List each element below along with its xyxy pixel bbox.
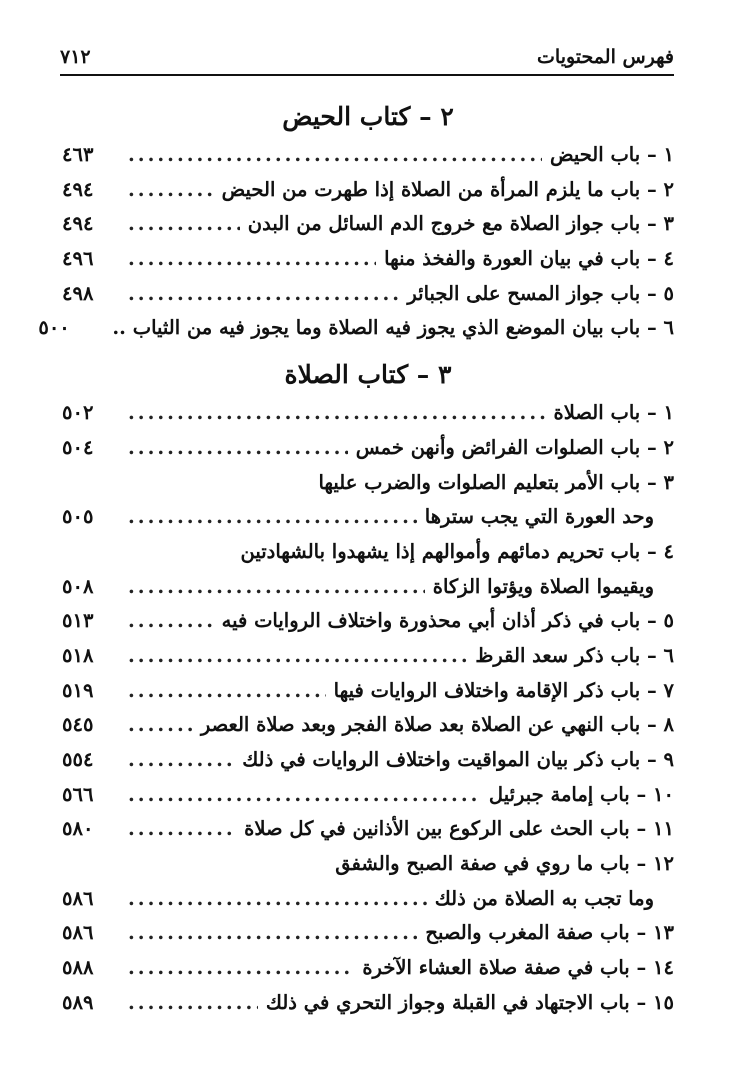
toc-entry-page: ٤٩٤ [62,177,94,201]
dot-leader [128,778,481,813]
toc-entry-title: ٤ – باب تحريم دمائهم وأموالهم إذا يشهدوا بالشهادتين [240,539,674,563]
toc-entry-page: ٤٩٤ [62,212,94,236]
dot-leader [128,986,258,1021]
toc-entry-title: ٥ – باب جواز المسح على الجبائر [407,281,674,305]
toc-entry-title: ١ – باب الحيض [549,143,674,166]
toc-entry-page: ٥٥٤ [62,748,94,771]
toc-entry-title: ٧ – باب ذكر الإقامة واختلاف الروايات فيها [333,678,674,702]
toc-entry-title: ٣ – باب جواز الصلاة مع خروج الدم السائل من البدن [247,212,674,236]
page-header [60,40,674,76]
dot-leader [128,812,236,847]
toc-entry-page: ٥٠٨ [62,574,94,598]
toc-entry[interactable] [62,535,674,570]
toc-entry-page: ٥٠٤ [62,435,94,459]
toc-entry-title: وحد العورة التي يجب سترها [424,505,654,529]
toc-entry-page: ٥٨٦ [62,886,94,910]
dot-leader [128,916,417,951]
toc-entry-page: ٥٨٨ [62,956,94,980]
toc-entry-page: ٥٤٥ [62,713,94,737]
toc-entry-title: ٢ – باب ما يلزم المرأة من الصلاة إذا طهرت من الحيض [221,177,674,201]
toc-entry-title: ٩ – باب ذكر بيان المواقيت واختلاف الروايات في ذلك [242,748,674,771]
section-title: ٣ – كتاب الصلاة [284,360,452,390]
toc-entry-title: ١٤ – باب في صفة صلاة العشاء الآخرة [362,956,674,980]
toc-entry-page: ٤٩٨ [62,281,94,305]
dot-leader [128,500,417,535]
toc-entry[interactable] [62,674,674,709]
toc-entry[interactable] [62,500,674,535]
toc-entry-page: ٥٦٦ [62,782,94,806]
toc-entry-page: ٥٠٥ [62,505,94,529]
section-title: ٢ – كتاب الحيض [282,102,454,131]
dot-leader [128,604,214,639]
toc-entry[interactable] [62,882,674,917]
toc-entry-title: وما تجب به الصلاة من ذلك [434,886,654,910]
dot-leader [128,882,427,917]
toc-entry[interactable] [62,570,674,605]
dot-leader [128,674,326,709]
toc-entry-title: ١٣ – باب صفة المغرب والصبح [425,921,674,945]
toc-entry[interactable] [38,311,674,346]
toc-entry-title: ٦ – باب بيان الموضع الذي يجوز فيه الصلاة وما يجوز فيه من الثياب .. [112,316,674,340]
toc-entry[interactable] [62,639,674,674]
toc-entry[interactable] [62,466,674,501]
toc-entry[interactable] [62,242,674,277]
toc-entry-page: ٥٨٦ [62,921,94,945]
toc-entry[interactable] [62,138,674,173]
toc-entry-page: ٤٩٦ [62,247,94,271]
toc-entry[interactable] [62,986,674,1021]
toc-entry[interactable] [62,431,674,466]
toc-entry-page: ٥١٩ [62,678,94,702]
dot-leader [128,173,214,208]
toc-entry-title: ١٠ – باب إمامة جبرئيل [488,782,674,806]
toc-entry-page: ٥٨٠ [62,817,94,841]
toc-entry-page: ٥٠٠ [38,316,70,340]
toc-entry[interactable] [62,604,674,639]
toc-entry-page: ٥١٨ [62,643,94,667]
dot-leader [128,431,348,466]
toc-entry-title: ٢ – باب الصلوات الفرائض وأنهن خمس [355,435,674,459]
toc-entry[interactable] [62,847,674,882]
dot-leader [128,708,193,743]
toc-entry-title: ٣ – باب الأمر بتعليم الصلوات والضرب عليها [318,470,674,494]
toc-entry[interactable] [62,396,674,431]
dot-leader [128,207,240,242]
table-of-contents [38,96,674,1021]
toc-entry[interactable] [62,778,674,813]
dot-leader [128,743,234,778]
toc-entry[interactable] [62,812,674,847]
toc-entry-title: ١٥ – باب الاجتهاد في القبلة وجواز التحري في ذلك [265,990,674,1014]
toc-entry-title: ١١ – باب الحث على الركوع بين الأذانين في كل صلاة [244,817,674,841]
page-number: ٧١٢ [60,46,91,68]
dot-leader [128,639,467,674]
toc-entry[interactable] [62,277,674,312]
toc-entry-page: ٥١٣ [62,609,94,633]
dot-leader [128,951,354,986]
dot-leader [128,570,425,605]
toc-entry-page: ٤٦٣ [62,143,94,166]
dot-leader [128,242,376,277]
dot-leader [128,277,399,312]
toc-entry-title: ويقيموا الصلاة ويؤتوا الزكاة [432,574,654,598]
toc-entry[interactable] [62,743,674,778]
toc-entry-title: ٦ – باب ذكر سعد القرظ [475,643,674,667]
toc-entry-title: ١٢ – باب ما روي في صفة الصبح والشفق [335,852,674,876]
toc-entry[interactable] [62,173,674,208]
toc-entry-title: ٤ – باب في بيان العورة والفخذ منها [384,247,674,271]
toc-entry-title: ١ – باب الصلاة [553,401,674,425]
toc-entry[interactable] [62,916,674,951]
toc-entry-title: ٥ – باب في ذكر أذان أبي محذورة واختلاف الروايات فيه [221,609,674,633]
dot-leader [128,396,546,431]
toc-entry-page: ٥٨٩ [62,990,94,1014]
running-title: فهرس المحتويات [537,46,674,68]
toc-entry[interactable] [62,207,674,242]
toc-entry[interactable] [62,951,674,986]
toc-entry[interactable] [62,708,674,743]
toc-entry-title: ٨ – باب النهي عن الصلاة بعد صلاة الفجر وبعد صلاة العصر [200,713,674,737]
toc-entry-page: ٥٠٢ [62,401,94,425]
dot-leader [128,138,542,173]
section-gap [62,346,674,354]
